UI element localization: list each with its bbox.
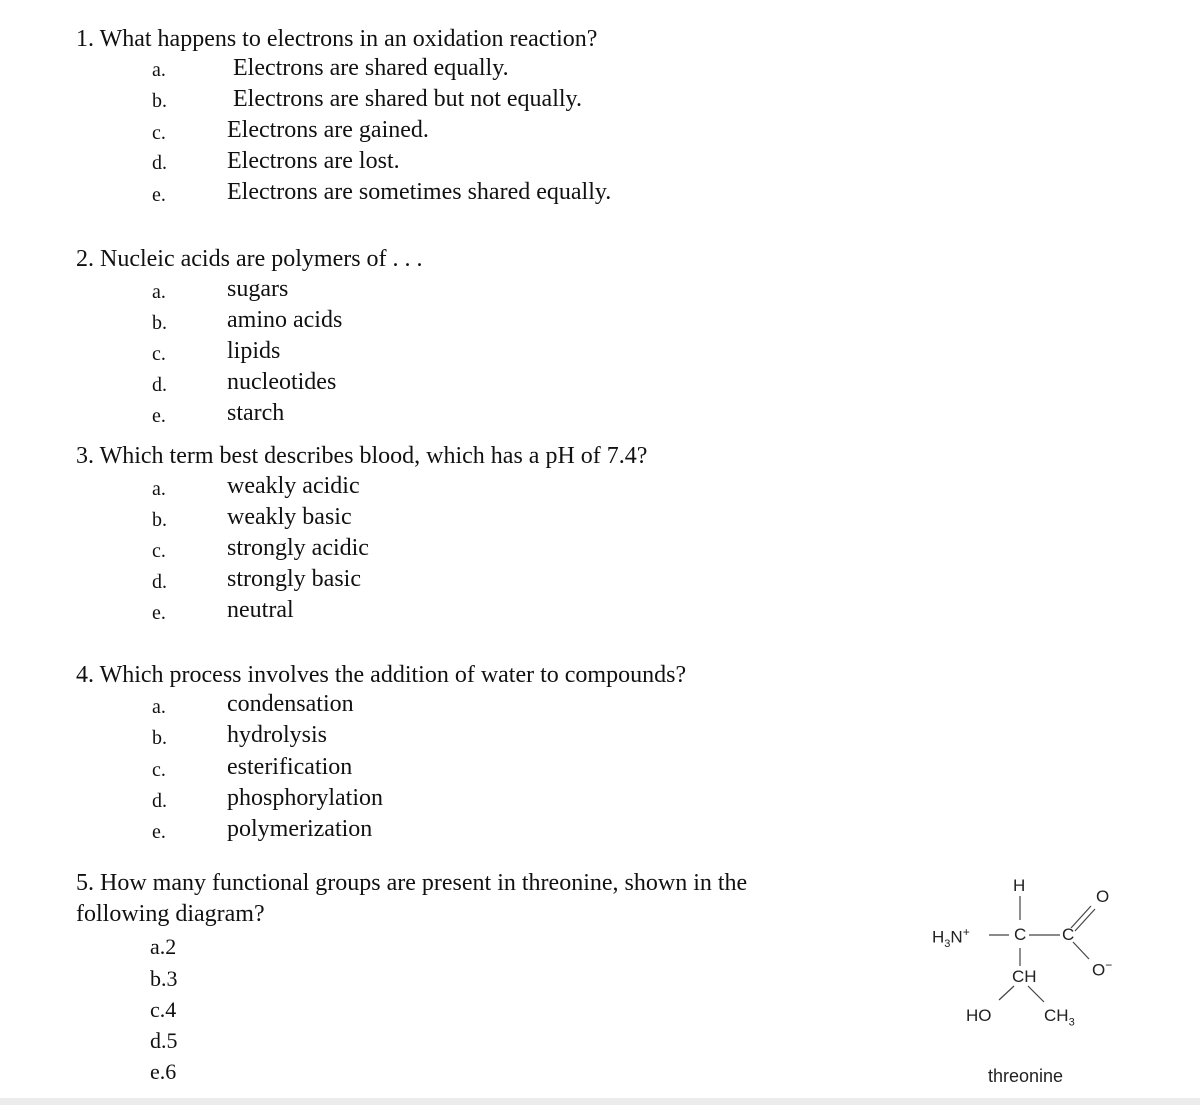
q2-option-e-letter: e.: [152, 405, 166, 427]
q2-option-b-letter: b.: [152, 312, 167, 334]
atom-ho: HO: [966, 1006, 992, 1025]
q1-option-c-text: Electrons are gained.: [227, 117, 429, 143]
q4-option-c-text: esterification: [227, 754, 353, 780]
q2-option-a-text: sugars: [227, 276, 289, 302]
bond-ch-ch3: [1028, 986, 1044, 1002]
q4-option-c-letter: c.: [152, 759, 166, 781]
q5-option-c: c.4: [150, 997, 177, 1022]
diagram-caption: threonine: [988, 1066, 1064, 1086]
q5-option-d: d.5: [150, 1028, 178, 1053]
q3-option-a-letter: a.: [152, 478, 166, 500]
question-5-text-line2: following diagram?: [76, 901, 265, 927]
q2-option-a-letter: a.: [152, 281, 166, 303]
question-5-text-line1: 5. How many functional groups are present in threonine, shown in the: [76, 870, 748, 896]
q1-option-b-letter: b.: [152, 90, 167, 112]
q2-option-d-letter: d.: [152, 374, 167, 396]
q4-option-a-letter: a.: [152, 696, 166, 718]
q3-option-c-text: strongly acidic: [227, 535, 369, 561]
q3-option-a-text: weakly acidic: [227, 473, 360, 499]
q1-option-a-text: Electrons are shared equally.: [233, 55, 509, 81]
q3-option-c-letter: c.: [152, 540, 166, 562]
atom-ch: CH: [1012, 967, 1037, 986]
q3-option-e-text: neutral: [227, 597, 294, 623]
atom-c-carboxyl: C: [1062, 925, 1075, 944]
q2-option-c-letter: c.: [152, 343, 166, 365]
atom-o-double: O: [1096, 887, 1110, 906]
q5-option-a: a.2: [150, 934, 177, 959]
q2-option-b-text: amino acids: [227, 307, 343, 333]
q4-option-b-text: hydrolysis: [227, 722, 328, 748]
q1-option-b-text: Electrons are shared but not equally.: [233, 86, 582, 112]
atom-h: H: [1013, 876, 1026, 895]
q1-option-e-letter: e.: [152, 184, 166, 206]
q3-option-b-text: weakly basic: [227, 504, 352, 530]
q3-option-b-letter: b.: [152, 509, 167, 531]
q1-option-a-letter: a.: [152, 59, 166, 81]
q4-option-b-letter: b.: [152, 727, 167, 749]
q1-option-d-text: Electrons are lost.: [227, 148, 400, 174]
q2-option-d-text: nucleotides: [227, 369, 337, 395]
bottom-edge-strip: [0, 1098, 1200, 1105]
q3-option-d-text: strongly basic: [227, 566, 361, 592]
question-4-text: 4. Which process involves the addition of water to compounds?: [76, 662, 687, 688]
question-1-text: 1. What happens to electrons in an oxidation reaction?: [76, 26, 598, 52]
atom-o-minus: O−: [1092, 958, 1113, 980]
q3-option-e-letter: e.: [152, 602, 166, 624]
q1-option-e-text: Electrons are sometimes shared equally.: [227, 179, 612, 205]
q4-option-d-text: phosphorylation: [227, 785, 383, 811]
question-2-text: 2. Nucleic acids are polymers of . . .: [76, 246, 423, 272]
q3-option-d-letter: d.: [152, 571, 167, 593]
q1-option-c-letter: c.: [152, 122, 166, 144]
q4-option-d-letter: d.: [152, 790, 167, 812]
bond-c-ominus: [1073, 942, 1089, 959]
q2-option-e-text: starch: [227, 400, 285, 426]
q5-option-e: e.6: [150, 1059, 177, 1084]
q1-option-d-letter: d.: [152, 152, 167, 174]
q2-option-c-text: lipids: [227, 338, 281, 364]
atom-c-alpha: C: [1014, 925, 1027, 944]
q4-option-a-text: condensation: [227, 691, 354, 717]
q4-option-e-letter: e.: [152, 821, 166, 843]
q4-option-e-text: polymerization: [227, 816, 373, 842]
q5-option-b: b.3: [150, 966, 178, 991]
question-3-text: 3. Which term best describes blood, which has a pH of 7.4?: [76, 443, 648, 469]
atom-ch3: $CH_3$: [1044, 1006, 1075, 1029]
atom-h3n-plus: $H_3N^+$: [932, 925, 970, 951]
bond-ch-ho: [999, 986, 1014, 1000]
